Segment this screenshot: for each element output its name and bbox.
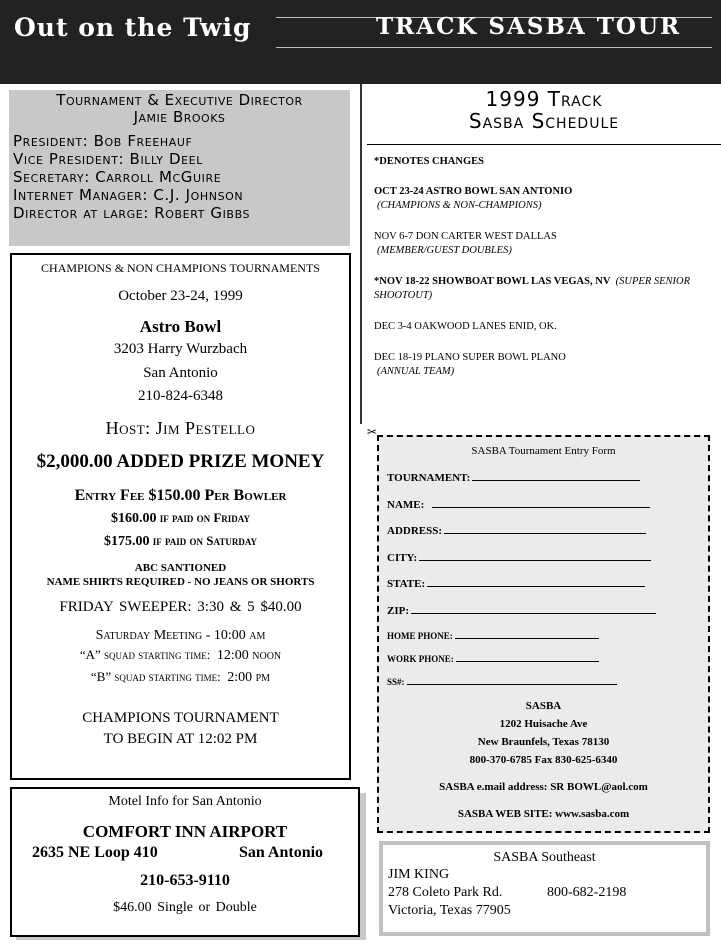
southeast-street: 278 Coleto Park Rd. — [388, 885, 503, 900]
officer-vice-president: Vice President: Billy Deel — [13, 150, 203, 168]
schedule-title-line2: Sasba Schedule — [468, 109, 620, 133]
fee-friday-text: if paid on Friday — [159, 509, 250, 525]
venue-street: 3203 Harry Wurzbach — [113, 341, 248, 357]
header-rule-bottom — [276, 47, 712, 48]
sasba-org: SASBA — [525, 700, 562, 712]
schedule-list — [374, 156, 718, 379]
newsletter-title: Out on the Twig — [14, 13, 252, 42]
zip-field[interactable] — [387, 604, 656, 617]
sasba-email: SASBA e.mail address: SR BOWL@aol.com — [439, 781, 648, 793]
city-label: CITY: — [387, 552, 418, 564]
address-label: ADDRESS: — [387, 525, 443, 537]
schedule-event-main: DEC 18-19 PLANO SUPER BOWL PLANO — [374, 352, 566, 363]
officer-secretary: Secretary: Carroll McGuire — [13, 168, 222, 186]
scissors-icon: ✂ — [367, 425, 378, 439]
schedule-event-main: DEC 3-4 OAKWOOD LANES ENID, OK. — [374, 321, 557, 332]
schedule-event-main: OCT 23-24 ASTRO BOWL SAN ANTONIO — [374, 186, 573, 197]
schedule-event-sub: (CHAMPIONS & NON-CHAMPIONS) — [377, 200, 542, 211]
schedule-event — [374, 320, 718, 334]
tournament-host: Host: Jim Pestello — [105, 417, 256, 438]
zip-label: ZIP: — [387, 605, 409, 617]
officer-internet-manager: Internet Manager: C.J. Johnson — [13, 186, 244, 204]
officers-title: Tournament & Executive Director — [56, 91, 303, 109]
sasba-website: SASBA WEB SITE: www.sasba.com — [457, 808, 630, 820]
squad-a-time — [12, 644, 349, 666]
name-label: NAME: — [387, 499, 425, 511]
squad-b-time — [12, 666, 349, 688]
sasba-city: New Braunfels, Texas 78130 — [477, 736, 610, 748]
tournament-label: TOURNAMENT: — [387, 472, 471, 484]
schedule-event — [374, 185, 718, 213]
tournament-line[interactable] — [472, 471, 640, 481]
address-line[interactable] — [444, 524, 646, 534]
motel-street: 2635 NE Loop 410 — [32, 844, 158, 861]
tournament-date: October 23-24, 1999 — [118, 288, 243, 304]
venue-name: Astro Bowl — [139, 317, 222, 336]
home-phone-line[interactable] — [455, 629, 599, 639]
home-phone-label: HOME PHONE: — [387, 631, 453, 641]
schedule-title — [368, 88, 720, 132]
zip-line[interactable] — [411, 604, 656, 614]
address-field[interactable] — [387, 524, 646, 537]
motel-phone: 210-653-9110 — [140, 872, 230, 889]
work-phone-field[interactable] — [387, 652, 599, 664]
southeast-city: Victoria, Texas 77905 — [388, 903, 511, 918]
officers-list — [13, 132, 346, 222]
section-title: TRACK SASBA TOUR — [376, 13, 682, 40]
squad-b-label: “B” squad starting time: — [90, 668, 221, 684]
officers-box — [9, 90, 350, 246]
schedule-event-sub: (ANNUAL TEAM) — [377, 366, 455, 377]
state-line[interactable] — [427, 577, 645, 587]
motel-box — [10, 787, 360, 937]
motel-city: San Antonio — [239, 844, 324, 861]
southeast-title: SASBA Southeast — [493, 850, 596, 865]
officer-president: President: Bob Freehauf — [13, 132, 193, 150]
entry-form-title: SASBA Tournament Entry Form — [471, 445, 616, 457]
southeast-box — [379, 841, 710, 936]
sasba-street: 1202 Huisache Ave — [499, 718, 588, 730]
friday-sweeper: FRIDAY SWEEPER: 3:30 & 5 $40.00 — [59, 598, 302, 615]
abc-sanctioned: ABC SANTIONED — [134, 561, 227, 574]
fee-saturday — [12, 530, 349, 553]
state-label: STATE: — [387, 578, 426, 590]
champions-start-line1: CHAMPIONS TOURNAMENT — [82, 709, 279, 726]
saturday-meeting: Saturday Meeting - 10:00 am — [95, 627, 266, 643]
squad-a-value: 12:00 noon — [216, 647, 282, 663]
prize-money: $2,000.00 ADDED PRIZE MONEY — [36, 450, 325, 472]
venue-phone: 210-824-6348 — [138, 388, 223, 404]
schedule-event — [374, 275, 718, 303]
schedule-event-main: NOV 6-7 DON CARTER WEST DALLAS — [374, 231, 557, 242]
column-divider — [360, 84, 362, 424]
sasba-address — [379, 697, 708, 823]
header-band — [0, 0, 721, 84]
officer-director-at-large: Director at large: Robert Gibbs — [13, 204, 251, 222]
southeast-contact-name: JIM KING — [388, 867, 450, 882]
schedule-event — [374, 351, 718, 379]
entry-form — [377, 435, 710, 833]
motel-rate: $46.00 Single or Double — [113, 900, 257, 915]
city-field[interactable] — [387, 551, 651, 564]
ss-line[interactable] — [407, 675, 617, 685]
sasba-phone-fax: 800-370-6785 Fax 830-625-6340 — [469, 754, 618, 766]
schedule-title-line1: 1999 Track — [485, 87, 603, 111]
name-line[interactable] — [432, 498, 650, 508]
motel-heading: Motel Info for San Antonio — [108, 794, 262, 809]
venue-city: San Antonio — [143, 364, 218, 381]
motel-name: COMFORT INN AIRPORT — [82, 822, 288, 841]
fee-saturday-amount: $175.00 — [103, 533, 150, 549]
champions-start-line2: TO BEGIN AT 12:02 PM — [103, 730, 258, 747]
squad-a-label: “A” squad starting time: — [79, 646, 211, 662]
champions-tournament-box — [10, 253, 351, 780]
dress-code: NAME SHIRTS REQUIRED - NO JEANS OR SHORTS — [46, 575, 315, 588]
city-line[interactable] — [419, 551, 651, 561]
ss-label: SS#: — [387, 677, 405, 687]
work-phone-line[interactable] — [456, 652, 599, 662]
schedule-event-sub: (MEMBER/GUEST DOUBLES) — [377, 245, 512, 256]
tournament-field[interactable] — [387, 471, 640, 484]
schedule-event — [374, 230, 718, 258]
home-phone-field[interactable] — [387, 629, 599, 641]
name-field[interactable] — [387, 498, 650, 511]
southeast-address — [388, 884, 701, 902]
fee-friday-amount: $160.00 — [111, 510, 157, 526]
ss-field[interactable] — [387, 675, 617, 687]
fee-saturday-text: if paid on Saturday — [152, 532, 258, 548]
executive-director: Jamie Brooks — [133, 108, 226, 126]
southeast-phone: 800-682-2198 — [547, 885, 627, 900]
schedule-rule — [367, 144, 721, 145]
schedule-event-sub: (SUPER SENIOR SHOOTOUT) — [374, 276, 691, 301]
state-field[interactable] — [387, 577, 645, 590]
fee-friday — [12, 507, 349, 530]
schedule-note: *DENOTES CHANGES — [374, 156, 484, 167]
schedule-event-main: *NOV 18-22 SHOWBOAT BOWL LAS VEGAS, NV — [374, 276, 611, 287]
entry-fee: Entry Fee $150.00 Per Bowler — [74, 486, 287, 504]
champions-heading: CHAMPIONS & NON CHAMPIONS TOURNAMENTS — [41, 261, 320, 275]
motel-address — [12, 844, 358, 862]
work-phone-label: WORK PHONE: — [387, 654, 454, 664]
squad-b-value: 2:00 pm — [227, 669, 271, 685]
